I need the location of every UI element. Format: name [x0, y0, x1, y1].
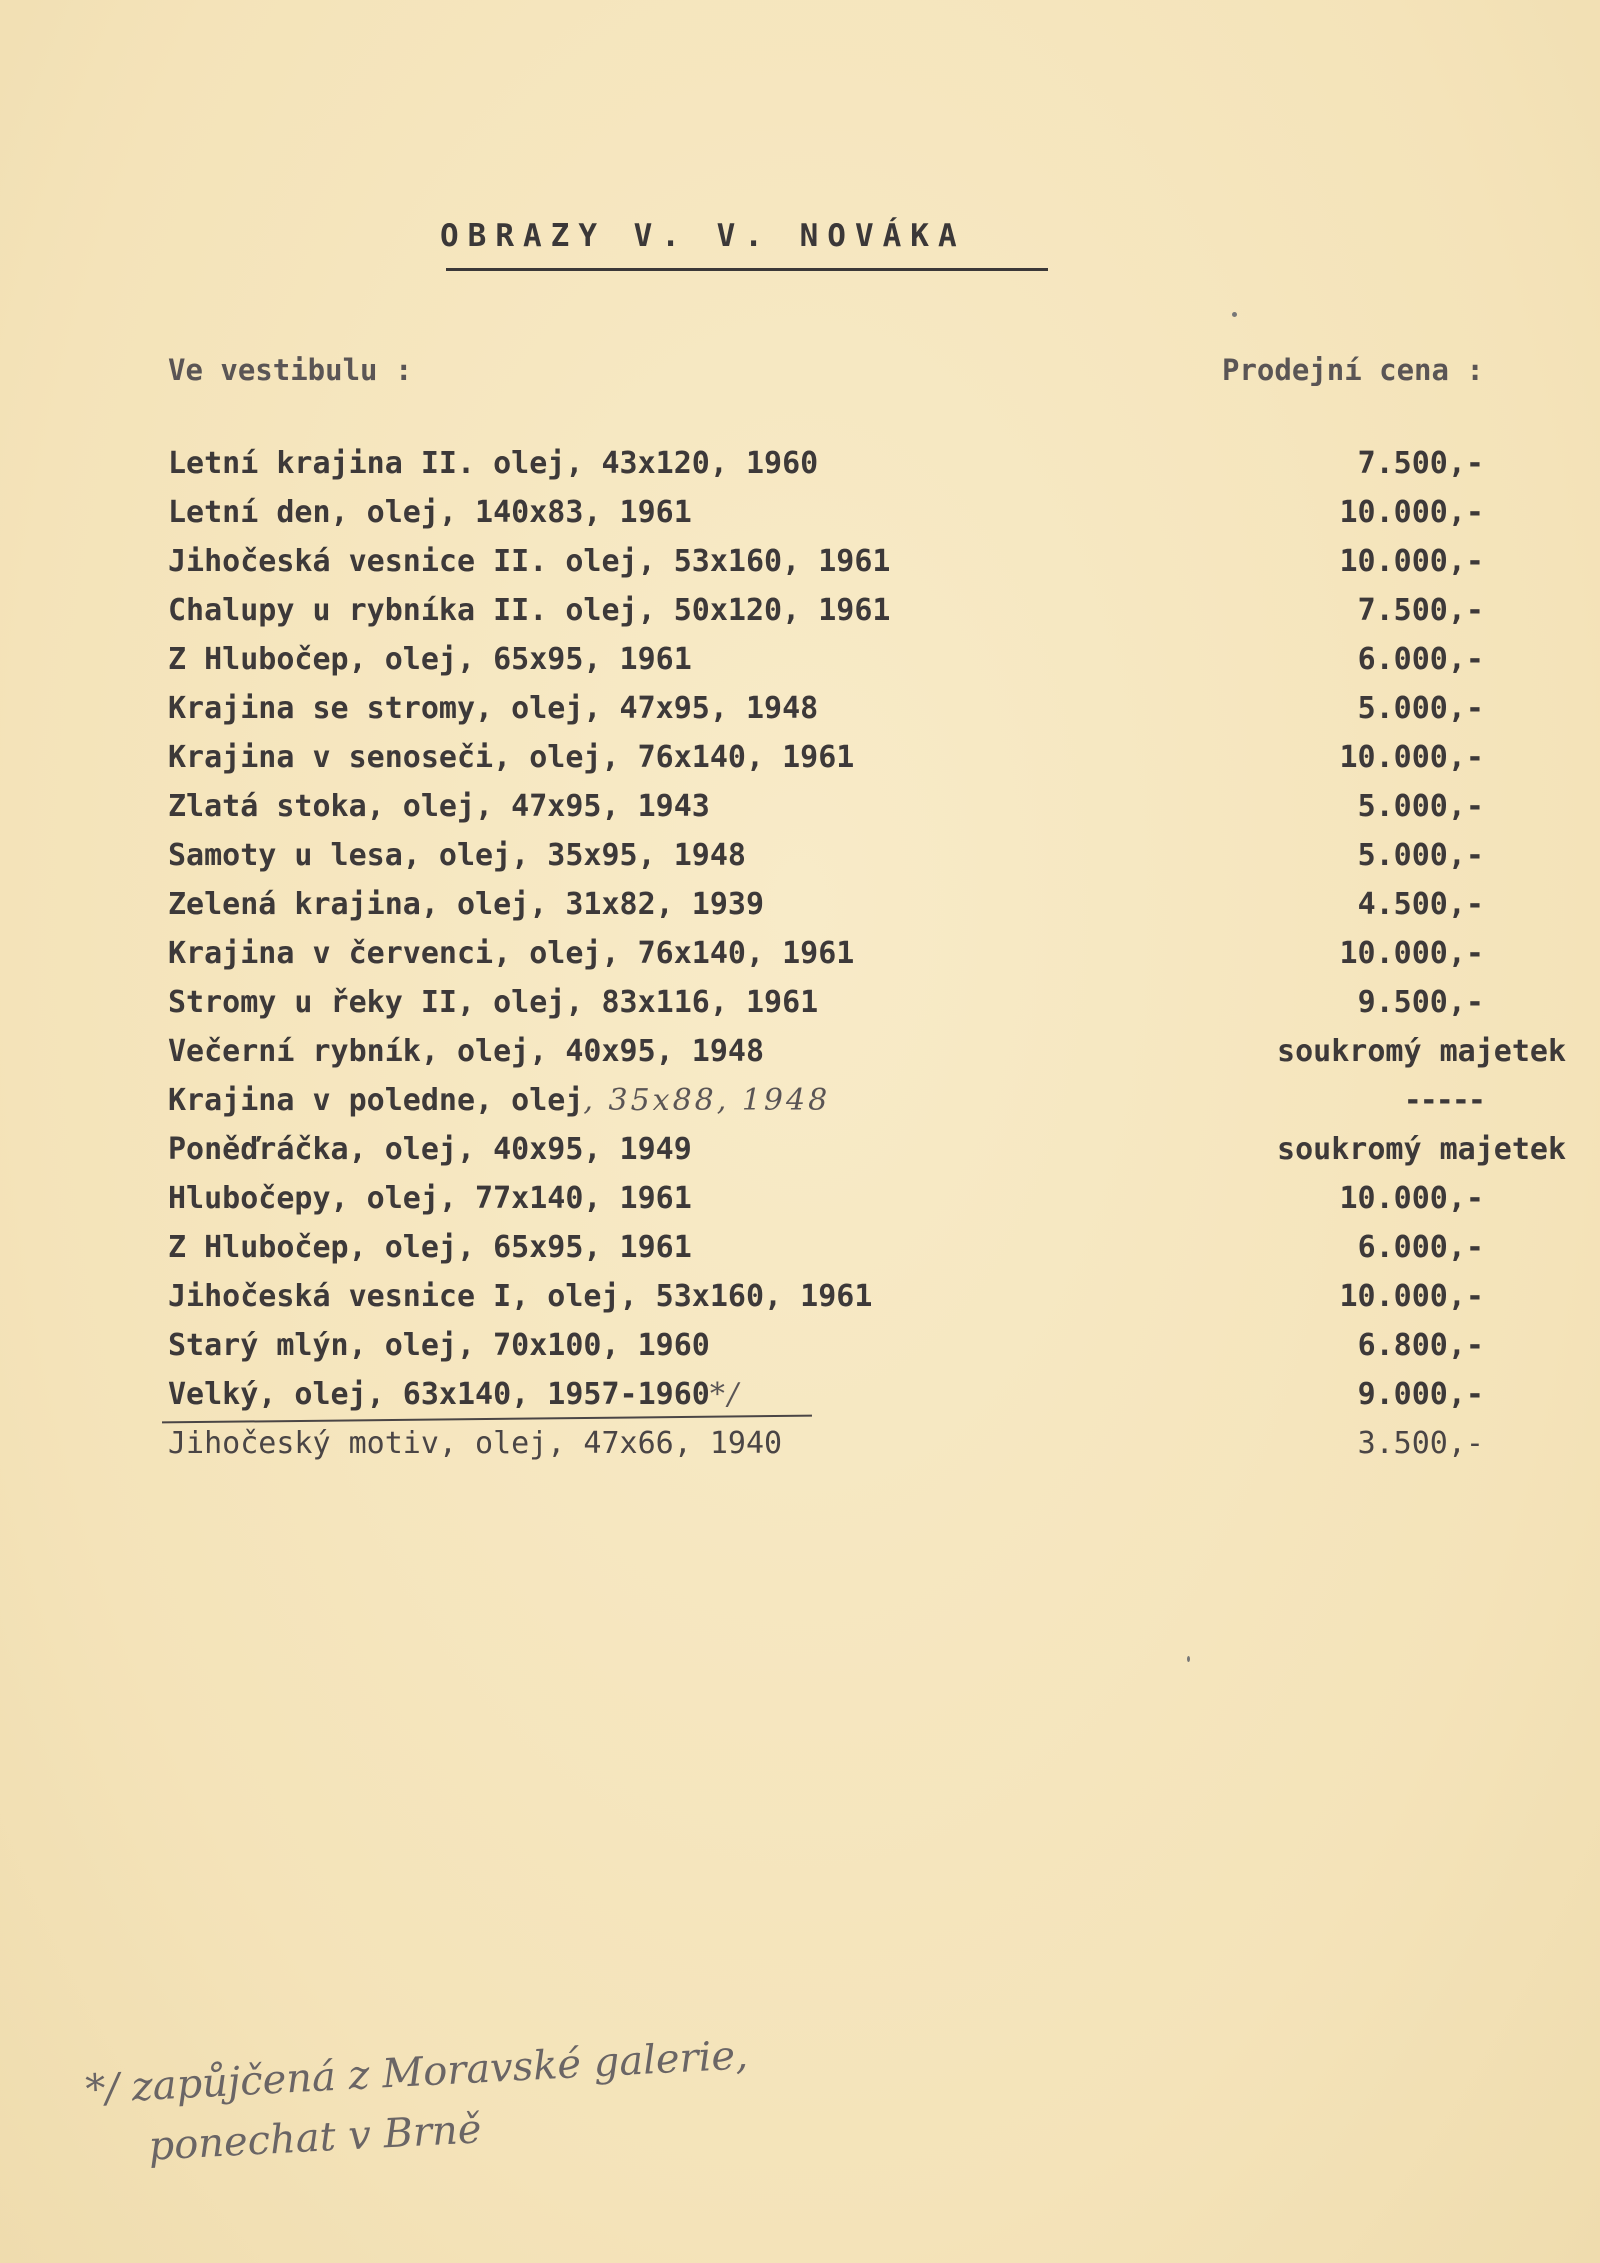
painting-price: 5.000,-	[1357, 789, 1484, 824]
painting-price: 6.000,-	[1357, 642, 1484, 677]
painting-price: 10.000,-	[1339, 740, 1484, 775]
list-item	[0, 544, 1600, 593]
painting-description: Chalupy u rybníka II. olej, 50x120, 1961	[168, 593, 891, 628]
painting-price: 4.500,-	[1357, 887, 1484, 922]
list-item	[0, 446, 1600, 495]
painting-description-typed: Krajina v poledne, olej	[168, 1083, 584, 1118]
painting-list	[0, 446, 1600, 1475]
list-item	[0, 495, 1600, 544]
painting-price: 7.500,-	[1357, 446, 1484, 481]
painting-price: 5.000,-	[1357, 838, 1484, 873]
footnote-marker: */	[709, 1377, 741, 1412]
painting-price: 10.000,-	[1339, 1279, 1484, 1314]
list-item	[0, 985, 1600, 1034]
painting-description-typed: Velký, olej, 63x140, 1957-1960	[168, 1377, 710, 1412]
list-item	[0, 1377, 1600, 1426]
document-title: OBRAZY V. V. NOVÁKA	[440, 218, 966, 254]
painting-description: Krajina v senoseči, olej, 76x140, 1961	[168, 740, 855, 775]
paper-speck	[1187, 1656, 1190, 1662]
painting-price: 5.000,-	[1357, 691, 1484, 726]
section-heading: Ve vestibulu :	[168, 353, 413, 387]
painting-description: Jihočeský motiv, olej, 47x66, 1940	[168, 1426, 783, 1461]
painting-description: Večerní rybník, olej, 40x95, 1948	[168, 1034, 765, 1069]
painting-description: Jihočeská vesnice II. olej, 53x160, 1961	[168, 544, 891, 579]
list-item	[0, 789, 1600, 838]
list-item	[0, 1083, 1600, 1132]
painting-price: 6.000,-	[1357, 1230, 1484, 1265]
painting-description: Z Hlubočep, olej, 65x95, 1961	[168, 1230, 692, 1265]
painting-price: 10.000,-	[1339, 544, 1484, 579]
title-underline	[446, 268, 1048, 271]
list-item	[0, 1034, 1600, 1083]
list-item	[0, 1181, 1600, 1230]
painting-description	[168, 1083, 830, 1118]
list-item	[0, 691, 1600, 740]
footnote-line: ponechat v Brně	[147, 2106, 483, 2170]
list-item	[0, 1426, 1600, 1475]
list-item	[0, 1279, 1600, 1328]
painting-description: Zelená krajina, olej, 31x82, 1939	[168, 887, 765, 922]
painting-price: soukromý majetek	[1277, 1132, 1566, 1167]
painting-description: Letní den, olej, 140x83, 1961	[168, 495, 692, 530]
painting-price: 9.000,-	[1357, 1377, 1484, 1412]
paper-speck	[1232, 312, 1237, 317]
painting-price: soukromý majetek	[1277, 1034, 1566, 1069]
list-item	[0, 887, 1600, 936]
painting-description: Zlatá stoka, olej, 47x95, 1943	[168, 789, 710, 824]
list-item	[0, 1328, 1600, 1377]
list-item	[0, 936, 1600, 985]
list-item	[0, 838, 1600, 887]
painting-description: Poněďráčka, olej, 40x95, 1949	[168, 1132, 692, 1167]
painting-price: 10.000,-	[1339, 936, 1484, 971]
painting-price: -----	[1403, 1083, 1484, 1118]
painting-description: Stromy u řeky II, olej, 83x116, 1961	[168, 985, 819, 1020]
painting-price: 7.500,-	[1357, 593, 1484, 628]
painting-price: 10.000,-	[1339, 495, 1484, 530]
painting-price: 9.500,-	[1357, 985, 1484, 1020]
painting-price: 3.500,-	[1357, 1426, 1484, 1461]
handwritten-footnote	[84, 2025, 752, 2180]
painting-description: Krajina v červenci, olej, 76x140, 1961	[168, 936, 855, 971]
list-item	[0, 642, 1600, 691]
list-item	[0, 1230, 1600, 1279]
handwritten-dimensions: , 35x88, 1948	[583, 1083, 831, 1118]
painting-description: Jihočeská vesnice I, olej, 53x160, 1961	[168, 1279, 873, 1314]
painting-price: 10.000,-	[1339, 1181, 1484, 1216]
list-item	[0, 740, 1600, 789]
footnote-line: */ zapůjčená z Moravské galerie,	[84, 2032, 749, 2113]
painting-description: Krajina se stromy, olej, 47x95, 1948	[168, 691, 819, 726]
list-item	[0, 593, 1600, 642]
painting-description: Z Hlubočep, olej, 65x95, 1961	[168, 642, 692, 677]
list-item	[0, 1132, 1600, 1181]
painting-description: Samoty u lesa, olej, 35x95, 1948	[168, 838, 746, 873]
painting-price: 6.800,-	[1357, 1328, 1484, 1363]
painting-description	[168, 1377, 741, 1412]
painting-description: Hlubočepy, olej, 77x140, 1961	[168, 1181, 692, 1216]
painting-description: Starý mlýn, olej, 70x100, 1960	[168, 1328, 710, 1363]
price-column-heading: Prodejní cena :	[1222, 353, 1484, 387]
painting-description: Letní krajina II. olej, 43x120, 1960	[168, 446, 819, 481]
